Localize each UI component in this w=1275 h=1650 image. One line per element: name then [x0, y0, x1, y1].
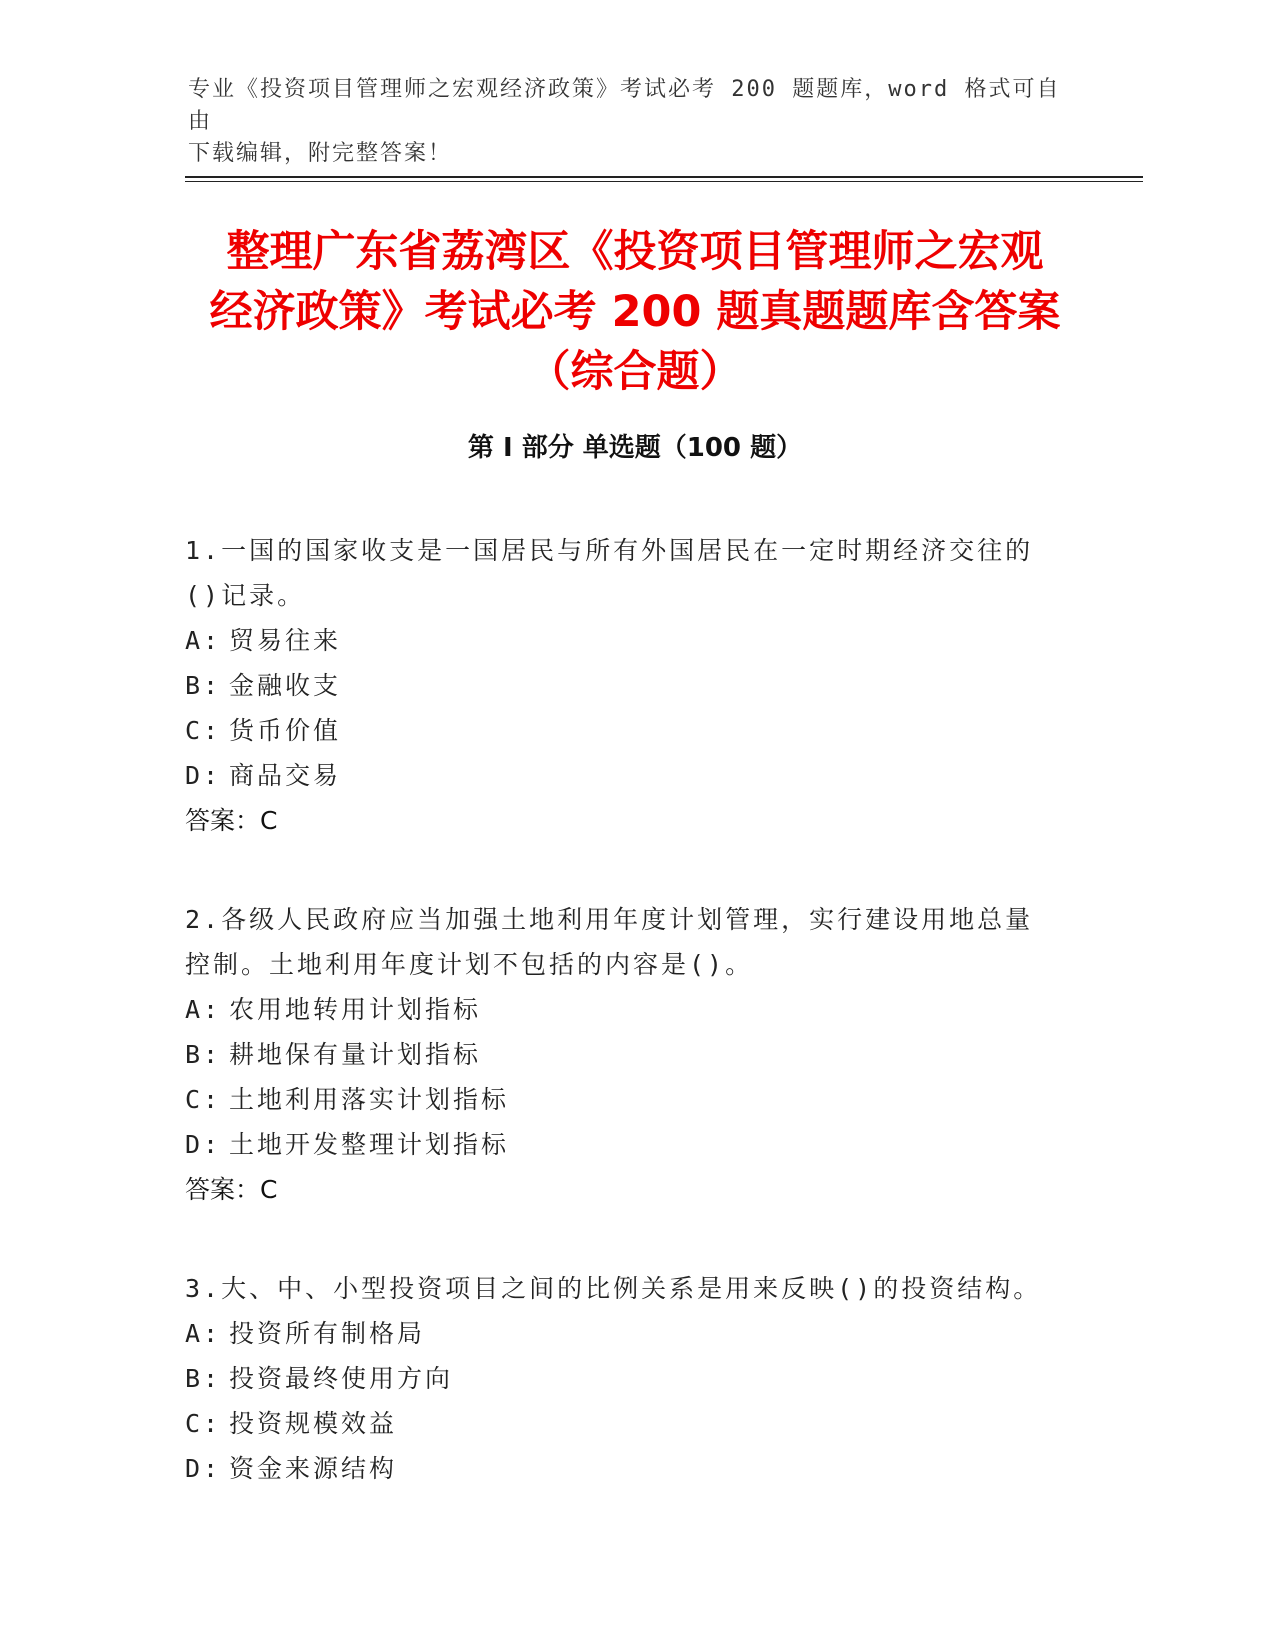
- option-letter: B:: [185, 1364, 222, 1393]
- option-letter: C:: [185, 716, 222, 745]
- option-b: [185, 1032, 1065, 1077]
- option-letter: D:: [185, 761, 222, 790]
- header-divider-thick: [185, 176, 1143, 178]
- option-text: 投资最终使用方向: [229, 1364, 454, 1393]
- option-letter: B:: [185, 1040, 222, 1069]
- option-text: 土地利用落实计划指标: [229, 1085, 510, 1114]
- section-heading: 第 I 部分 单选题（100 题）: [467, 433, 803, 463]
- option-text: 资金来源结构: [229, 1454, 398, 1483]
- answer-key: 答案：C: [185, 1175, 278, 1204]
- option-letter: D:: [185, 1454, 222, 1483]
- option-a: [185, 618, 1065, 663]
- question-1: [185, 528, 1065, 843]
- option-letter: C:: [185, 1085, 222, 1114]
- question-stem: ()记录。: [185, 581, 306, 610]
- option-c: [185, 1077, 1065, 1122]
- header-note-line: 下载编辑，附完整答案！: [188, 141, 453, 166]
- option-letter: A:: [185, 626, 222, 655]
- option-text: 货币价值: [229, 716, 342, 745]
- header-note: [188, 74, 1068, 170]
- header-divider-thin: [185, 181, 1143, 182]
- option-letter: A:: [185, 1319, 222, 1348]
- option-d: [185, 1446, 1065, 1491]
- title-line: 整理广东省荔湾区《投资项目管理师之宏观: [226, 227, 1044, 277]
- option-b: [185, 1356, 1065, 1401]
- option-d: [185, 753, 1065, 798]
- question-2: [185, 897, 1065, 1212]
- question-3: [185, 1266, 1065, 1491]
- option-c: [185, 1401, 1065, 1446]
- option-text: 投资规模效益: [229, 1409, 398, 1438]
- option-letter: D:: [185, 1130, 222, 1159]
- question-stem: 1.一国的国家收支是一国居民与所有外国居民在一定时期经济交往的: [185, 536, 1034, 565]
- option-text: 耕地保有量计划指标: [229, 1040, 482, 1069]
- option-letter: A:: [185, 995, 222, 1024]
- document-title: [185, 222, 1085, 402]
- title-line: （综合题）: [527, 347, 743, 397]
- question-stem: 2.各级人民政府应当加强土地利用年度计划管理，实行建设用地总量: [185, 905, 1034, 934]
- option-letter: B:: [185, 671, 222, 700]
- question-list: [185, 528, 1065, 1545]
- header-note-line: 专业《投资项目管理师之宏观经济政策》考试必考 200 题题库，word 格式可自由: [188, 77, 1061, 134]
- option-a: [185, 987, 1065, 1032]
- option-text: 金融收支: [229, 671, 342, 700]
- option-c: [185, 708, 1065, 753]
- option-text: 投资所有制格局: [229, 1319, 426, 1348]
- option-d: [185, 1122, 1065, 1167]
- question-stem: 3.大、中、小型投资项目之间的比例关系是用来反映()的投资结构。: [185, 1274, 1042, 1303]
- option-text: 土地开发整理计划指标: [229, 1130, 510, 1159]
- option-text: 贸易往来: [229, 626, 342, 655]
- answer-key: 答案：C: [185, 806, 278, 835]
- option-text: 商品交易: [229, 761, 342, 790]
- option-b: [185, 663, 1065, 708]
- question-stem: 控制。土地利用年度计划不包括的内容是()。: [185, 950, 754, 979]
- title-line: 经济政策》考试必考 200 题真题题库含答案: [209, 287, 1061, 337]
- option-letter: C:: [185, 1409, 222, 1438]
- option-text: 农用地转用计划指标: [229, 995, 482, 1024]
- option-a: [185, 1311, 1065, 1356]
